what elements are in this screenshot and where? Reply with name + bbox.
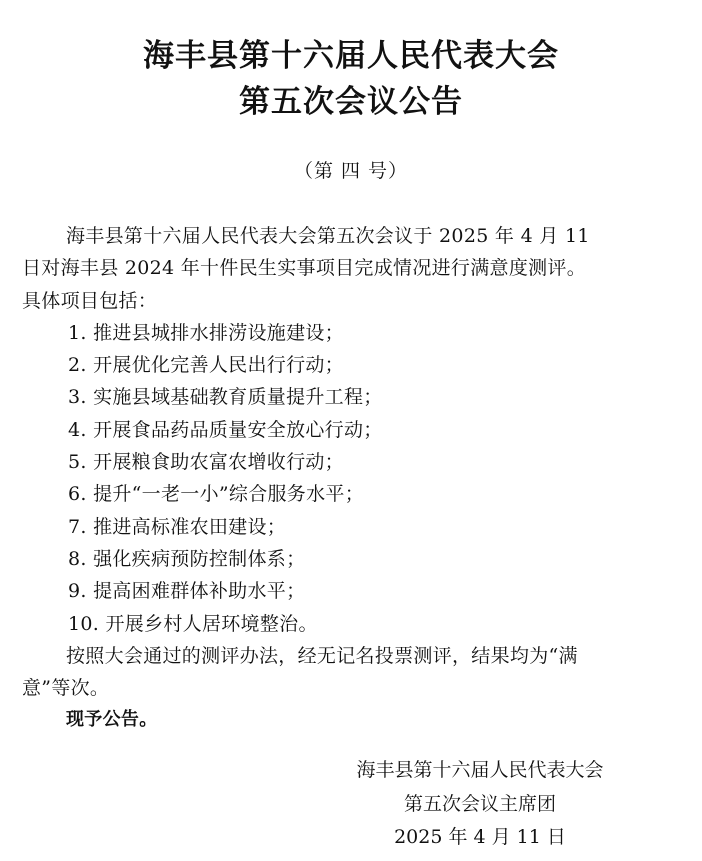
signature-org: 海丰县第十六届人民代表大会 [356, 759, 604, 781]
list-item: 4. 开展食品药品质量安全放心行动； [68, 418, 383, 441]
announcement-body [22, 220, 694, 737]
list-item: 3. 实施县域基础教育质量提升工程； [68, 386, 383, 409]
list-item: 5. 开展粮食助农富农增收行动； [68, 451, 344, 474]
title-line-2: 第五次会议公告 [239, 84, 463, 120]
title-line-1: 海丰县第十六届人民代表大会 [143, 38, 559, 74]
signature-date: 2025 年 4 月 11 日 [394, 826, 566, 848]
result-line-1: 按照大会通过的测评办法，经无记名投票测评，结果均为“满 [66, 644, 578, 667]
result-line-2: 意”等次。 [22, 677, 110, 700]
intro-line-1: 海丰县第十六届人民代表大会第五次会议于 2025 年 4 月 11 [66, 225, 590, 247]
announcement-number: （第 四 号） [293, 160, 409, 182]
list-item: 10. 开展乡村人居环境整治。 [68, 612, 318, 635]
list-item: 1. 推进县城排水排涝设施建设； [68, 321, 344, 344]
list-item: 9. 提高困难群体补助水平； [68, 580, 306, 603]
list-item: 6. 提升“一老一小”综合服务水平； [68, 483, 364, 506]
signature-presidium: 第五次会议主席团 [403, 793, 556, 815]
announce-text: 现予公告。 [66, 709, 158, 731]
list-item: 2. 开展优化完善人民出行行动； [68, 354, 344, 377]
intro-line-2: 日对海丰县 2024 年十件民生实事项目完成情况进行满意度测评。 [22, 257, 587, 280]
intro-line-3: 具体项目包括： [22, 289, 158, 312]
list-item: 7. 推进高标准农田建设； [68, 515, 287, 538]
list-item: 8. 强化疾病预防控制体系； [68, 547, 306, 570]
